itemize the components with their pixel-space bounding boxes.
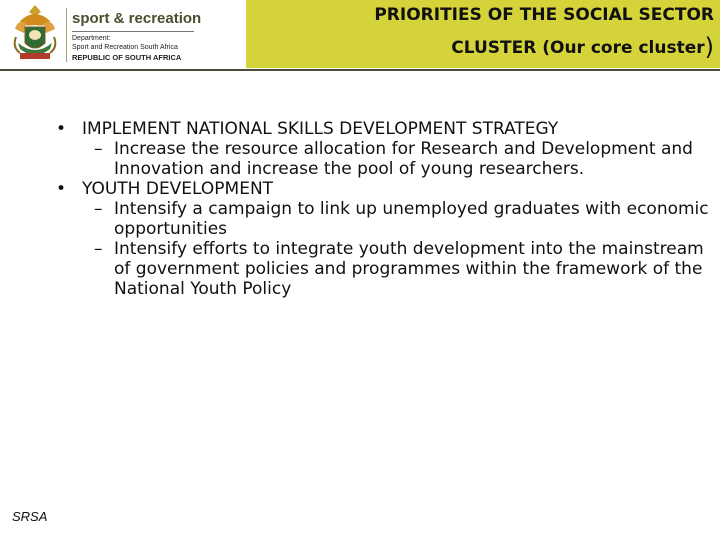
bullet-marker: • bbox=[56, 119, 67, 139]
brand-department-name: Sport and Recreation South Africa bbox=[72, 44, 178, 51]
title-band bbox=[246, 0, 720, 68]
dash-marker: – bbox=[94, 239, 103, 259]
logo-divider bbox=[66, 8, 67, 62]
slide-title-line1: PRIORITIES OF THE SOCIAL SECTOR bbox=[374, 5, 714, 25]
sub-bullet-text: Intensify efforts to integrate youth development into the mainstream of government policies and programmes within the framework of the National Youth Policy bbox=[114, 239, 704, 299]
department-logo bbox=[0, 0, 246, 68]
sub-bullet-text: Intensify a campaign to link up unemployed graduates with economic opportunities bbox=[114, 199, 709, 239]
brand-country: REPUBLIC OF SOUTH AFRICA bbox=[72, 53, 182, 62]
footer-label: SRSA bbox=[12, 509, 48, 524]
brand-title: sport & recreation bbox=[72, 10, 202, 27]
bullet-marker: • bbox=[56, 179, 67, 199]
brand-rule bbox=[72, 31, 194, 32]
header-divider bbox=[0, 69, 720, 71]
dash-marker: – bbox=[94, 199, 103, 219]
slide-title-line2-text: CLUSTER (Our core cluster bbox=[451, 38, 705, 58]
bullet-item bbox=[56, 179, 716, 199]
coat-of-arms-icon bbox=[8, 3, 62, 65]
bullet-item bbox=[56, 119, 716, 139]
bullet-text: IMPLEMENT NATIONAL SKILLS DEVELOPMENT STRATEGY bbox=[82, 119, 559, 139]
slide-title-paren: ) bbox=[704, 33, 714, 61]
sub-bullet-text: Increase the resource allocation for Research and Development and Innovation and increase the pool of young researchers. bbox=[114, 139, 693, 179]
sub-bullet-item bbox=[56, 199, 716, 239]
bullet-text: YOUTH DEVELOPMENT bbox=[82, 179, 274, 199]
brand-department-label: Department: bbox=[72, 35, 111, 42]
sub-bullet-item bbox=[56, 139, 716, 179]
slide-title-line2 bbox=[451, 33, 714, 61]
sub-bullet-item bbox=[56, 239, 716, 299]
dash-marker: – bbox=[94, 139, 103, 159]
slide-header bbox=[0, 0, 720, 72]
slide-body bbox=[56, 119, 716, 299]
